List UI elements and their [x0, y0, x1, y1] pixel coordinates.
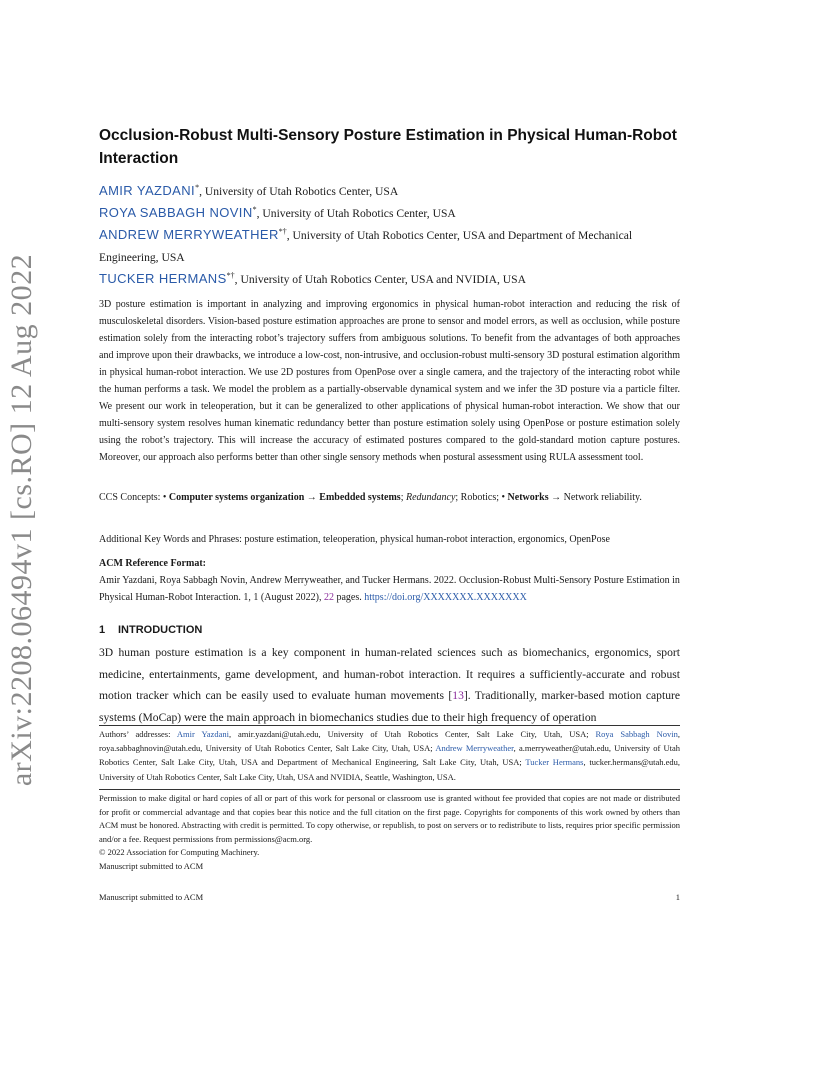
- page-number: 1: [675, 892, 680, 902]
- author-link[interactable]: Roya Sabbagh Novin: [595, 729, 678, 739]
- keywords: Additional Key Words and Phrases: posture estimation, teleoperation, physical human-robot interaction, ergonomics, OpenPose: [99, 534, 610, 545]
- section-heading: [99, 622, 202, 639]
- copyright-line: © 2022 Association for Computing Machinery.: [99, 847, 260, 858]
- section-number: 1: [99, 624, 106, 636]
- author-link[interactable]: Tucker Hermans: [525, 757, 584, 768]
- author-marks: *: [195, 183, 200, 192]
- author-affiliation: , University of Utah Robotics Center, USA: [256, 206, 456, 220]
- intro-paragraph: 3D human posture estimation is a key component in human-related sciences such as biomechanics, ergonomics, sport medicine, entertainments, game development, and human-robot interaction. It requires a sufficiently-accurate and robust motion tracker which can be easily used to evaluate human movements [13]. Traditionally, marker-based motion capture systems (MoCap) were the main approach in biomechanics studies due to their high frequency of operation: [99, 646, 680, 724]
- doi-link[interactable]: https://doi.org/XXXXXXX.XXXXXXX: [364, 592, 527, 603]
- permission-divider: [99, 789, 680, 790]
- footer-text: Manuscript submitted to ACM: [99, 892, 204, 902]
- author-name[interactable]: TUCKER HERMANS: [99, 270, 227, 286]
- author-name[interactable]: ANDREW MERRYWEATHER: [99, 226, 279, 242]
- footnote-divider: [99, 725, 680, 726]
- author-marks: *†: [226, 271, 235, 280]
- author-link[interactable]: Amir Yazdani: [176, 729, 229, 739]
- author-link[interactable]: Andrew Merryweather: [435, 743, 514, 754]
- author-affiliation: , University of Utah Robotics Center, USA and Department of Mechanical Engineering, USA: [99, 228, 633, 264]
- paper-title: Occlusion-Robust Multi-Sensory Posture Estimation in Physical Human-Robot Interaction: [99, 127, 677, 167]
- ccs-concepts: CCS Concepts: • Computer systems organization → Embedded systems; Redundancy; Robotics; • Networks → Network reliability.: [99, 492, 642, 503]
- author-addresses: Authors’ addresses: Amir Yazdani, amir.yazdani@utah.edu, University of Utah Robotics Center, Salt Lake City, Utah, USA; Roya Sabbagh Novin, roya.sabbaghnovin@utah.edu, University of Utah Robotics Center, Salt Lake City, Utah, USA; Andrew Merryweather, a.merryweather@utah.edu, University of Utah Robotics Center, Salt Lake City, Utah, USA and Department of Mechanical Engineering, Salt Lake City, Utah, USA; Tucker Hermans, tucker.hermans@utah.edu, University of Utah Robotics Center, Salt Lake City, Utah, USA and NVIDIA, Seattle, Washington, USA.: [99, 729, 681, 782]
- pages-link[interactable]: 22: [323, 592, 334, 603]
- permission-text: Permission to make digital or hard copies of all or part of this work for personal or classroom use is granted without fee provided that copies are not made or distributed for profit or commercial advantage and that copies bear this notice and the full citation on the first page. Copyrights for components of this work owned by others than ACM must be honored. Abstracting with credit is permitted. To copy otherwise, or republish, to post on servers or to redistribute to lists, requires prior specific permission and/or a fee. Request permissions from permissions@acm.org.: [99, 793, 680, 844]
- author-line: [99, 221, 680, 269]
- section-title: INTRODUCTION: [118, 624, 203, 636]
- author-affiliation: , University of Utah Robotics Center, USA and NVIDIA, USA: [234, 272, 526, 286]
- acm-reference: Amir Yazdani, Roya Sabbagh Novin, Andrew Merryweather, and Tucker Hermans. 2022. Occlusion-Robust Multi-Sensory Posture Estimation in Physical Human-Robot Interaction. 1, 1 (August 2022), 22 pages. https://doi.org/XXXXXXX.XXXXXXX: [99, 575, 680, 603]
- author-name[interactable]: ROYA SABBAGH NOVIN: [99, 204, 253, 220]
- abstract: 3D posture estimation is important in analyzing and improving ergonomics in physical human-robot interaction and reducing the risk of musculoskeletal disorders. Vision-based posture estimation approaches are prone to sensor and model errors, as well as occlusion, while posture estimation solely from the interacting robot’s trajectory suffers from ambiguous solutions. To benefit from the advantages of both approaches and improve upon their drawbacks, we introduce a low-cost, non-intrusive, and occlusion-robust multi-sensory 3D postural estimation algorithm in physical human-robot interaction. We use 2D postures from OpenPose over a single camera, and the trajectory of the interacting robot while the human performs a task. We model the problem as a partially-observable dynamical system and we infer the 3D posture via a particle filter. We present our work in teleoperation, but it can be generalized to other applications of physical human-robot interaction. We show that our multi-sensory system resolves human kinematic redundancy better than posture estimation solely using OpenPose or posture estimation solely using the robot’s trajectory. This will increase the accuracy of estimated postures compared to the gold-standard motion capture postures. Moreover, our approach also performs better than other single sensory methods when postural assessment using RULA assessment tool.: [99, 299, 680, 463]
- author-marks: *: [252, 205, 257, 214]
- manuscript-line: Manuscript submitted to ACM: [99, 860, 204, 871]
- acm-reference-heading: ACM Reference Format:: [99, 558, 206, 569]
- permission-notice: [99, 792, 680, 874]
- author-line: [99, 265, 680, 291]
- author-name[interactable]: AMIR YAZDANI: [99, 182, 196, 198]
- author-affiliation: , University of Utah Robotics Center, USA: [199, 184, 399, 198]
- citation-link[interactable]: 13: [452, 689, 464, 702]
- author-marks: *†: [278, 227, 287, 236]
